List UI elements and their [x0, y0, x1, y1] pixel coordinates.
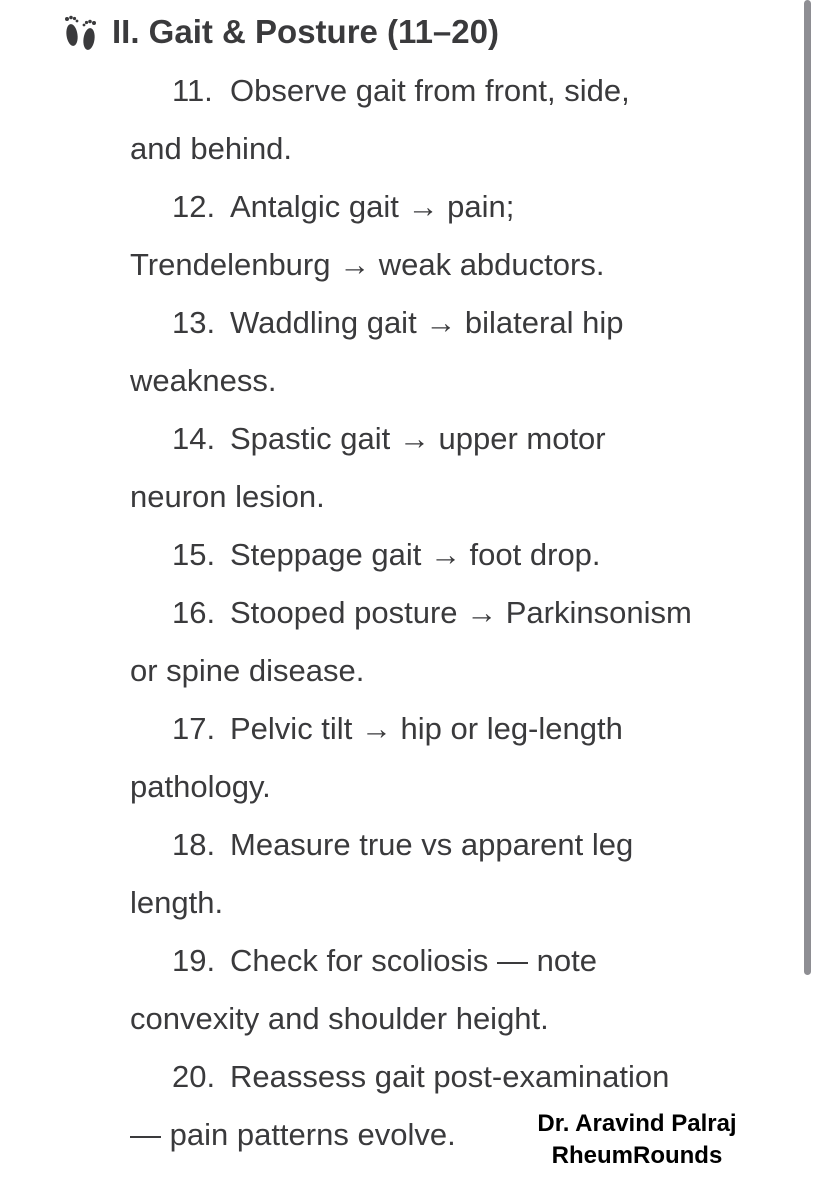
watermark-author: Dr. Aravind Palraj	[537, 1110, 737, 1137]
scrollbar[interactable]	[804, 0, 811, 975]
item-text: Check for scoliosis — note	[230, 943, 597, 978]
item-text-continued: pathology.	[130, 769, 271, 804]
watermark-brand: RheumRounds	[551, 1142, 723, 1169]
list-item	[130, 178, 770, 294]
item-text: Observe gait from front, side,	[230, 73, 630, 108]
item-number: 20.	[172, 1059, 216, 1094]
item-number: 19.	[172, 943, 216, 978]
item-number: 16.	[172, 595, 216, 630]
item-text: Stooped posture → Parkinsonism	[230, 595, 692, 630]
item-text-continued: Trendelenburg → weak abductors.	[130, 247, 605, 282]
item-number: 18.	[172, 827, 216, 862]
item-number: 14.	[172, 421, 216, 456]
list-item	[130, 410, 770, 526]
item-number: 12.	[172, 189, 216, 224]
item-text: Antalgic gait → pain;	[230, 189, 515, 224]
item-number: 17.	[172, 711, 216, 746]
item-text: Reassess gait post-examination	[230, 1059, 670, 1094]
list-item	[130, 62, 770, 178]
item-number: 11.	[172, 73, 213, 108]
item-text-continued: — pain patterns evolve.	[130, 1117, 456, 1152]
section-title: II. Gait & Posture (11–20)	[112, 13, 499, 50]
item-text-continued: or spine disease.	[130, 653, 365, 688]
item-text-continued: and behind.	[130, 131, 293, 166]
footprints-icon	[58, 10, 102, 54]
list-item	[130, 584, 770, 700]
item-text: Waddling gait → bilateral hip	[230, 305, 624, 340]
item-number: 15.	[172, 537, 216, 572]
item-text-continued: neuron lesion.	[130, 479, 325, 514]
list-item	[130, 816, 770, 932]
item-text: Measure true vs apparent leg	[230, 827, 634, 862]
list-item	[130, 932, 770, 1048]
author-watermark	[512, 1108, 762, 1172]
list-item	[130, 700, 770, 816]
list-item	[130, 294, 770, 410]
item-text-continued: weakness.	[130, 363, 277, 398]
item-text: Steppage gait → foot drop.	[230, 537, 601, 572]
item-text-continued: length.	[130, 885, 224, 920]
item-number: 13.	[172, 305, 216, 340]
section-heading	[58, 8, 499, 56]
item-text: Pelvic tilt → hip or leg-length	[230, 711, 623, 746]
list-item	[130, 526, 770, 584]
item-text-continued: convexity and shoulder height.	[130, 1001, 549, 1036]
item-text: Spastic gait → upper motor	[230, 421, 606, 456]
